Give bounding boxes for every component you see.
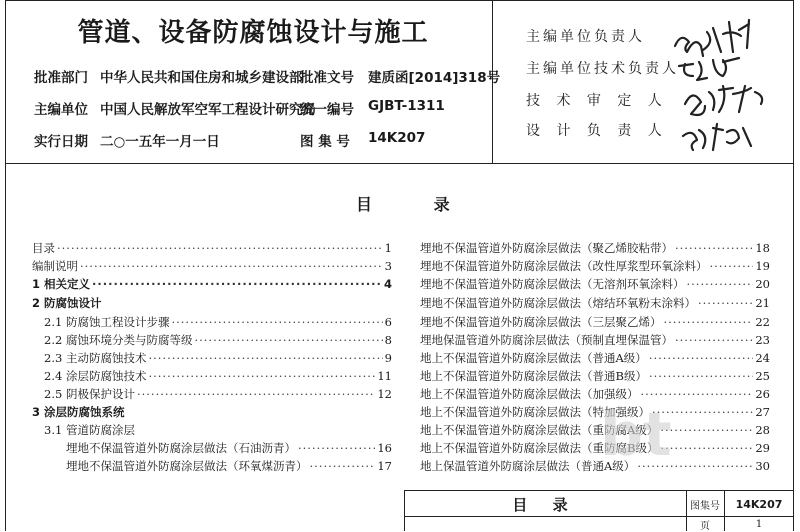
toc-item-label: 编制说明 [32, 259, 78, 273]
toc-item-label: 2.3 主动防腐蚀技术 [44, 351, 147, 365]
toc-item[interactable] [44, 350, 392, 366]
toc-item-page: 18 [755, 241, 770, 255]
toc-item-page: 11 [377, 369, 392, 383]
toc-heading: 目 录 [356, 195, 478, 214]
chief-unit: 中国人民解放军空军工程设计研究局 [100, 102, 316, 118]
toc-item-label: 埋地不保温管道外防腐涂层做法（聚乙烯胶粘带） [420, 241, 673, 255]
toc-item-page: 19 [755, 259, 770, 273]
leader-dots [310, 458, 376, 474]
leader-dots [698, 295, 753, 311]
toc-item[interactable] [420, 422, 770, 438]
toc-item[interactable] [32, 258, 392, 274]
leader-dots [675, 240, 753, 256]
unified-no: GJBT-1311 [368, 98, 445, 114]
toc-item-page: 21 [755, 296, 770, 310]
approval-dept-label: 批准部门 [34, 70, 88, 86]
leader-dots [194, 332, 382, 348]
leader-dots [148, 350, 382, 366]
toc-item[interactable] [420, 440, 770, 456]
toc-item[interactable] [420, 332, 770, 348]
toc-item-page: 24 [755, 351, 770, 365]
toc-item-label: 埋地不保温管道外防腐涂层做法（环氧煤沥青） [66, 459, 308, 473]
approval-doc-label: 批准文号 [300, 70, 354, 86]
effective-label: 实行日期 [34, 134, 88, 150]
toc-item-label: 埋地不保温管道外防腐涂层做法（石油沥青） [66, 441, 296, 455]
toc-item-label: 1 相关定义 [32, 277, 91, 291]
toc-item-page: 22 [755, 315, 770, 329]
toc-item[interactable] [420, 368, 770, 384]
responsible-role: 主编单位负责人 [526, 29, 645, 45]
toc-item[interactable] [420, 350, 770, 366]
toc-item[interactable] [44, 368, 392, 384]
toc-item[interactable] [420, 295, 770, 311]
toc-item-page: 20 [755, 277, 770, 291]
toc-item[interactable] [420, 240, 770, 256]
title-block-atlas-no: 14K207 [735, 497, 783, 511]
handwritten-signatures [665, 12, 790, 157]
responsible-role: 技 术 审 定 人 [526, 93, 668, 109]
leader-dots [687, 276, 754, 292]
toc-item[interactable] [420, 258, 770, 274]
toc-item[interactable] [44, 332, 392, 348]
toc-item-page: 8 [384, 333, 392, 347]
toc-item-label: 2.2 腐蚀环境分类与防腐等级 [44, 333, 193, 347]
toc-item[interactable] [44, 386, 392, 402]
toc-item[interactable] [420, 404, 770, 420]
leader-dots [148, 368, 375, 384]
toc-item-page: 4 [383, 277, 392, 291]
leader-dots [660, 440, 753, 456]
toc-section [32, 295, 392, 311]
toc-item-label: 3.1 管道防腐涂层 [44, 423, 135, 437]
toc-item[interactable] [32, 240, 392, 256]
toc-section [32, 404, 392, 420]
toc-item-page: 29 [755, 441, 770, 455]
title-block-page-no: 1 [755, 518, 763, 530]
leader-dots [660, 422, 753, 438]
leader-dots [137, 386, 375, 402]
leader-dots [649, 350, 754, 366]
toc-item-page: 9 [384, 351, 392, 365]
toc-item-label: 埋地不保温管道外防腐涂层做法（三层聚乙烯） [420, 315, 662, 329]
toc-item-label: 地上不保温管道外防腐涂层做法（普通B级） [420, 369, 647, 383]
toc-item-label: 地上保温管道外防腐涂层做法（普通A级） [420, 459, 636, 473]
toc-item[interactable] [420, 386, 770, 402]
toc-item-page: 25 [755, 369, 770, 383]
effective-date: 二○一五年一月一日 [100, 134, 220, 150]
toc-item-page: 1 [384, 241, 392, 255]
toc-subsection [44, 422, 392, 438]
toc-item[interactable] [32, 276, 392, 292]
atlas-no-label: 图 集 号 [300, 134, 350, 150]
watermark: bt [600, 400, 672, 470]
toc-item[interactable] [66, 458, 392, 474]
toc-item-label: 地上不保温管道外防腐涂层做法（重防腐B级） [420, 441, 659, 455]
unified-no-label: 统一编号 [300, 102, 354, 118]
leader-dots [92, 276, 382, 292]
approval-dept: 中华人民共和国住房和城乡建设部 [100, 70, 303, 86]
toc-item-label: 地上不保温管道外防腐涂层做法（普通A级） [420, 351, 647, 365]
title-block-page-label: 页 [700, 520, 710, 532]
title-block-top [404, 490, 794, 491]
toc-item-page: 3 [384, 259, 392, 273]
chief-unit-label: 主编单位 [34, 102, 88, 118]
header-top-border [5, 0, 794, 1]
toc-item-page: 27 [755, 405, 770, 419]
toc-item-page: 17 [377, 459, 392, 473]
toc-item-label: 埋地不保温管道外防腐涂层做法（熔结环氧粉末涂料） [420, 296, 696, 310]
leader-dots [171, 314, 382, 330]
toc-item-page: 28 [755, 423, 770, 437]
toc-item-label: 3 涂层防腐蚀系统 [32, 405, 125, 419]
responsible-role: 设 计 负 责 人 [526, 123, 668, 139]
toc-item-page: 23 [755, 333, 770, 347]
leader-dots [57, 240, 383, 256]
toc-item-page: 6 [384, 315, 392, 329]
toc-item-label: 埋地不保温管道外防腐涂层做法（改性厚浆型环氧涂料） [420, 259, 708, 273]
toc-item-label: 2.4 涂层防腐蚀技术 [44, 369, 147, 383]
toc-item-label: 埋地保温管道外防腐涂层做法（预制直埋保温管） [420, 333, 673, 347]
title-block-atlas-label: 图集号 [690, 500, 720, 512]
approval-doc: 建质函[2014]318号 [368, 70, 501, 86]
toc-item[interactable] [44, 314, 392, 330]
toc-item-label: 地上不保温管道外防腐涂层做法（加强级） [420, 387, 639, 401]
toc-item[interactable] [66, 440, 392, 456]
toc-item-label: 2 防腐蚀设计 [32, 296, 102, 310]
toc-item-page: 26 [755, 387, 770, 401]
toc-item[interactable] [420, 314, 770, 330]
toc-item-label: 地上不保温管道外防腐涂层做法（重防腐A级） [420, 423, 659, 437]
toc-item-page: 16 [377, 441, 392, 455]
header-bottom-border [5, 163, 794, 164]
leader-dots [664, 314, 754, 330]
toc-item[interactable] [420, 458, 770, 474]
leader-dots [649, 368, 753, 384]
toc-item-page: 12 [377, 387, 392, 401]
responsible-role: 主编单位技术负责人 [526, 61, 679, 77]
toc-item-label: 地上不保温管道外防腐涂层做法（特加强级） [420, 405, 650, 419]
leader-dots [298, 440, 375, 456]
toc-item-label: 埋地不保温管道外防腐涂层做法（无溶剂环氧涂料） [420, 277, 685, 291]
toc-item-page: 30 [755, 459, 770, 473]
document-title: 管道、设备防腐蚀设计与施工 [77, 18, 429, 48]
leader-dots [675, 332, 753, 348]
atlas-no: 14K207 [368, 130, 426, 146]
leader-dots [80, 258, 383, 274]
toc-item-label: 目录 [32, 241, 55, 255]
title-block-name: 目 录 [512, 495, 578, 514]
toc-item-label: 2.1 防腐蚀工程设计步骤 [44, 315, 170, 329]
toc-item[interactable] [420, 276, 770, 292]
leader-dots [710, 258, 754, 274]
title-block [404, 490, 794, 531]
toc-item-label: 2.5 阴极保护设计 [44, 387, 135, 401]
